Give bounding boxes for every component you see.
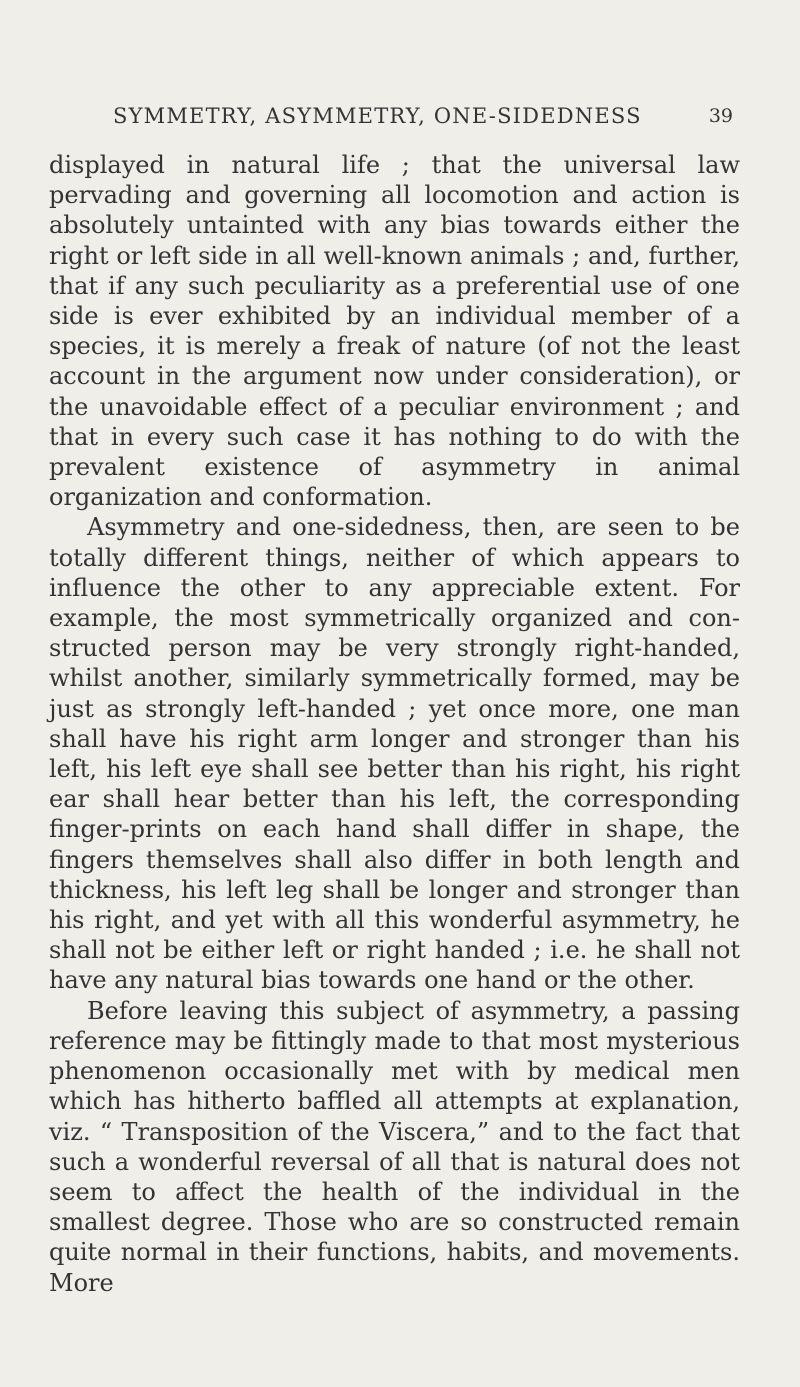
running-title: SYMMETRY, ASYMMETRY, ONE-SIDEDNESS <box>113 104 642 128</box>
paragraph-asymmetry: Asymmetry and one-sidedness, then, are seen to be totally different things, neither of which appears to influence the other to any appreciable extent. For example, the most symmetrically organized and con- structed person may be very strongly right-handed, whilst another, similarly symmetrically formed, may be just as strongly left-handed ; yet once more, one man shall have his right arm longer and stronger than his left, his left eye shall see better than his right, his right ear shall hear better than his left, the corresponding finger-prints on each hand shall differ in shape, the fingers themselves shall also differ in both length and thickness, his left leg shall be longer and stronger than his right, and yet with all this wonderful asymmetry, he shall not be either left or right handed ; i.e. he shall not have any natural bias towards one hand or the other. <box>49 513 740 995</box>
body-text <box>49 150 740 1298</box>
paragraph-continuation: displayed in natural life ; that the universal law pervading and governing all locomotion and action is absolutely untainted with any bias towards either the right or left side in all well-known animals ; and, further, that if any such peculiarity as a preferential use of one side is ever exhibited by an individual member of a species, it is merely a freak of nature (of not the least account in the argument now under consideration), or the unavoidable effect of a peculiar environment ; and that in every such case it has nothing to do with the prevalent existence of asymmetry in animal organization and conformation. <box>49 151 740 512</box>
page-number: 39 <box>708 105 733 127</box>
running-head <box>113 104 733 144</box>
paragraph-transposition: Before leaving this subject of asymmetry, a passing reference may be fittingly made to that most mysterious phenomenon occasionally met with by medical men which has hitherto baffled all attempts at explanation, viz. “ Transposition of the Viscera,” and to the fact that such a wonderful reversal of all that is natural does not seem to affect the health of the individual in the smallest degree. Those who are so constructed remain quite normal in their functions, habits, and movements. More <box>49 996 740 1297</box>
